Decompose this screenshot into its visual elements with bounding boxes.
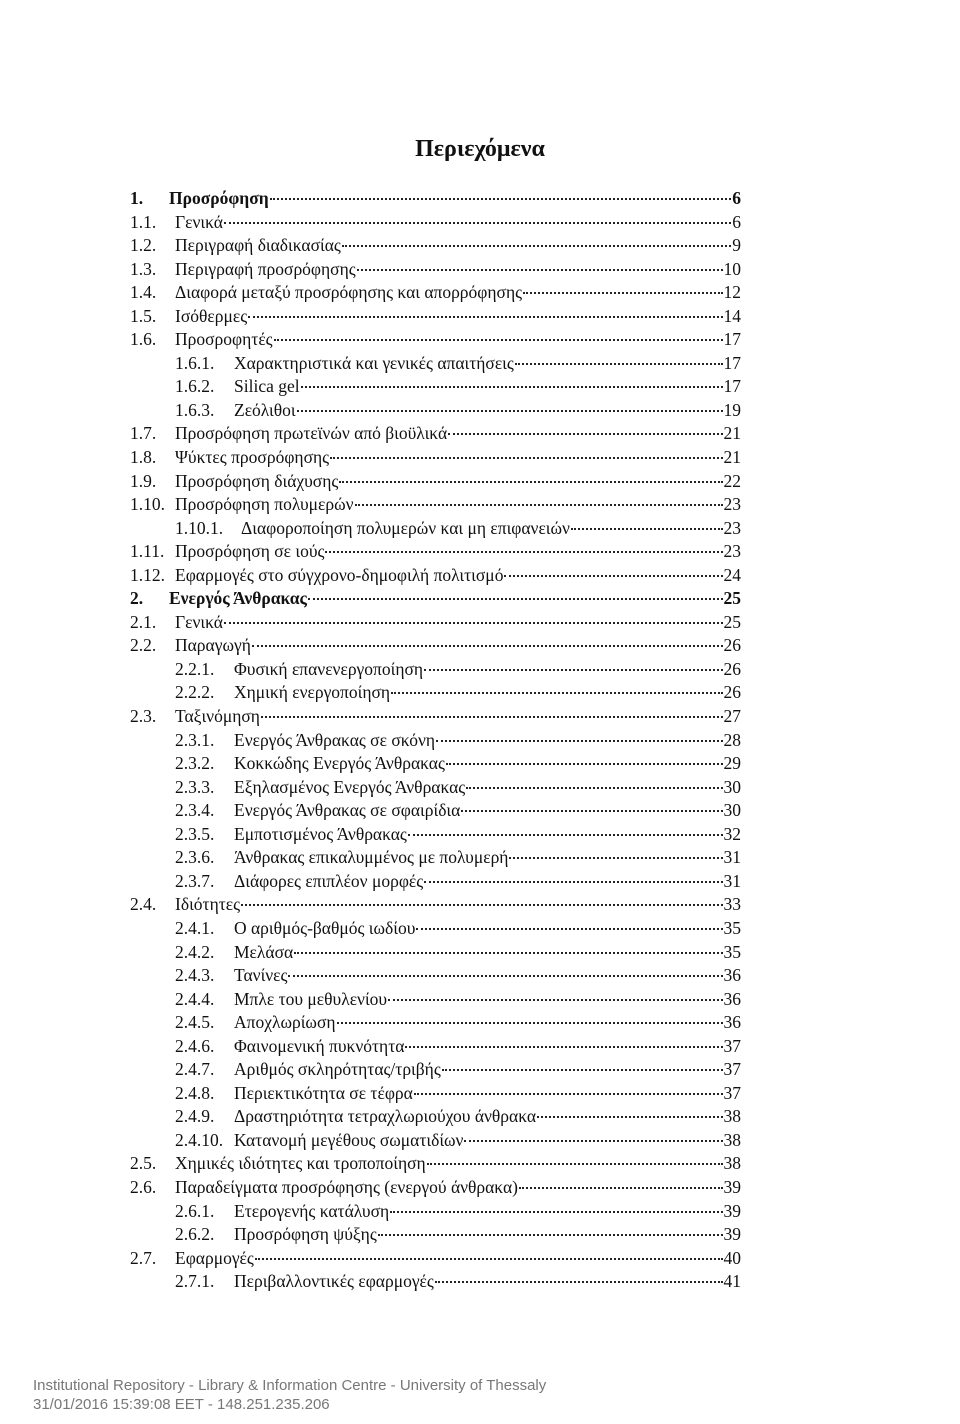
toc-entry-number: 2.6.1. bbox=[175, 1200, 215, 1221]
toc-entry-label: Ενεργός Άνθρακας σε σκόνη bbox=[234, 729, 436, 750]
toc-entry-label: Φαινομενική πυκνότητα bbox=[234, 1035, 405, 1056]
toc-entry[interactable] bbox=[130, 234, 741, 258]
toc-entry-number: 2.4.2. bbox=[175, 941, 215, 962]
toc-dot-leader bbox=[339, 481, 722, 483]
toc-dot-leader bbox=[357, 269, 723, 271]
toc-entry-label: Γενικά bbox=[175, 611, 223, 632]
toc-entry-label: Διαφοροποίηση πολυμερών και μη επιφανειών bbox=[241, 517, 570, 538]
toc-dot-leader bbox=[261, 716, 723, 718]
toc-entry-page-number: 30 bbox=[723, 800, 741, 821]
toc-dot-leader bbox=[424, 669, 722, 671]
toc-entry-number: 1.3. bbox=[130, 258, 157, 279]
toc-entry-label: Προσροφητές bbox=[175, 329, 273, 350]
toc-dot-leader bbox=[301, 386, 723, 388]
toc-entry-label: Εξηλασμένος Ενεργός Άνθρακας bbox=[234, 776, 466, 797]
toc-dot-leader bbox=[405, 1046, 722, 1048]
toc-dot-leader bbox=[297, 410, 723, 412]
toc-entry-number: 2.3.3. bbox=[175, 776, 215, 797]
toc-entry-label: Ενεργός Άνθρακας bbox=[169, 588, 307, 609]
toc-entry-number: 1.12. bbox=[130, 564, 165, 585]
toc-entry-page-number: 24 bbox=[723, 564, 741, 585]
toc-entry-label: Χημική ενεργοποίηση bbox=[234, 682, 391, 703]
toc-dot-leader bbox=[288, 975, 722, 977]
toc-entry-label: Δραστηριότητα τετραχλωριούχου άνθρακα bbox=[234, 1106, 537, 1127]
toc-entry[interactable] bbox=[130, 1152, 741, 1176]
toc-entry[interactable] bbox=[130, 729, 741, 753]
toc-entry[interactable] bbox=[130, 752, 741, 776]
toc-entry[interactable] bbox=[130, 517, 741, 541]
toc-entry-page-number: 21 bbox=[723, 447, 741, 468]
toc-entry-number: 2.3.6. bbox=[175, 847, 215, 868]
toc-entry[interactable] bbox=[130, 328, 741, 352]
toc-entry-label: Χημικές ιδιότητες και τροποποίηση bbox=[175, 1153, 426, 1174]
toc-entry-page-number: 14 bbox=[723, 305, 741, 326]
toc-entry-number: 2.6.2. bbox=[175, 1224, 215, 1245]
toc-entry-page-number: 12 bbox=[723, 282, 741, 303]
toc-entry-page-number: 38 bbox=[723, 1106, 741, 1127]
toc-entry-page-number: 27 bbox=[723, 706, 741, 727]
toc-entry-number: 1.6.1. bbox=[175, 352, 215, 373]
toc-entry-page-number: 36 bbox=[723, 965, 741, 986]
toc-entry-label: Διαφορά μεταξύ προσρόφησης και απορρόφησης bbox=[175, 282, 523, 303]
toc-entry-number: 1.10. bbox=[130, 494, 165, 515]
toc-entry[interactable] bbox=[130, 705, 741, 729]
toc-entry-label: Ετερογενής κατάλυση bbox=[234, 1200, 390, 1221]
toc-entry-page-number: 29 bbox=[723, 753, 741, 774]
toc-entry[interactable] bbox=[130, 1247, 741, 1271]
toc-entry-number: 2.1. bbox=[130, 611, 157, 632]
toc-entry-page-number: 17 bbox=[723, 352, 741, 373]
toc-dot-leader bbox=[523, 292, 722, 294]
footer-timestamp-line: 31/01/2016 15:39:08 EET - 148.251.235.206 bbox=[33, 1396, 330, 1413]
toc-entry-label: Διάφορες επιπλέον μορφές bbox=[234, 870, 424, 891]
toc-entry-number: 1.9. bbox=[130, 470, 157, 491]
toc-entry-number: 2.3.7. bbox=[175, 870, 215, 891]
toc-dot-leader bbox=[446, 763, 723, 765]
toc-dot-leader bbox=[448, 433, 722, 435]
toc-entry-number: 2.4.3. bbox=[175, 965, 215, 986]
toc-entry-page-number: 28 bbox=[723, 729, 741, 750]
toc-dot-leader bbox=[519, 1187, 723, 1189]
toc-entry-page-number: 26 bbox=[723, 682, 741, 703]
toc-entry[interactable] bbox=[130, 211, 741, 235]
toc-entry-number: 2.7. bbox=[130, 1247, 157, 1268]
page-title: Περιεχόμενα bbox=[415, 136, 545, 162]
toc-entry-label: Εφαρμογές bbox=[175, 1247, 254, 1268]
toc-entry-label: Προσρόφηση πρωτεϊνών από βιοϋλικά bbox=[175, 423, 448, 444]
toc-dot-leader bbox=[325, 551, 722, 553]
toc-entry-label: Εμποτισμένος Άνθρακας bbox=[234, 823, 407, 844]
toc-entry-label: Ψύκτες προσρόφησης bbox=[175, 447, 330, 468]
toc-entry-label: Ενεργός Άνθρακας σε σφαιρίδια bbox=[234, 800, 461, 821]
toc-entry-label: Περιγραφή διαδικασίας bbox=[175, 235, 341, 256]
toc-dot-leader bbox=[224, 622, 723, 624]
toc-entry-label: Κοκκώδης Ενεργός Άνθρακας bbox=[234, 753, 445, 774]
toc-entry-label: Ζεόλιθοι bbox=[234, 399, 296, 420]
toc-entry-page-number: 37 bbox=[723, 1059, 741, 1080]
toc-entry-label: Μπλε του μεθυλενίου bbox=[234, 988, 388, 1009]
toc-entry-number: 1.6. bbox=[130, 329, 157, 350]
toc-entry-number: 2.4.5. bbox=[175, 1012, 215, 1033]
toc-entry-page-number: 23 bbox=[723, 541, 741, 562]
toc-entry-label: Ο αριθμός-βαθμός ιωδίου bbox=[234, 917, 416, 938]
toc-entry-number: 2.3.1. bbox=[175, 729, 215, 750]
toc-entry[interactable] bbox=[130, 917, 741, 941]
toc-entry-page-number: 36 bbox=[723, 1012, 741, 1033]
toc-entry-page-number: 31 bbox=[723, 847, 741, 868]
toc-dot-leader bbox=[414, 1093, 723, 1095]
toc-entry-number: 2.3.4. bbox=[175, 800, 215, 821]
toc-entry-page-number: 31 bbox=[723, 870, 741, 891]
toc-entry-page-number: 37 bbox=[723, 1082, 741, 1103]
toc-dot-leader bbox=[390, 1211, 722, 1213]
toc-entry-number: 1.4. bbox=[130, 282, 157, 303]
toc-entry-number: 2.4.10. bbox=[175, 1129, 224, 1150]
table-of-contents bbox=[130, 187, 741, 1294]
toc-entry-label: Παραδείγματα προσρόφησης (ενεργού άνθρακα) bbox=[175, 1176, 518, 1197]
toc-entry[interactable] bbox=[130, 446, 741, 470]
toc-entry-label: Περιγραφή προσρόφησης bbox=[175, 258, 356, 279]
toc-entry-page-number: 19 bbox=[723, 399, 741, 420]
repository-footer bbox=[33, 1376, 546, 1414]
toc-entry[interactable] bbox=[130, 1223, 741, 1247]
toc-dot-leader bbox=[427, 1163, 723, 1165]
toc-entry-label: Ιδιότητες bbox=[175, 894, 241, 915]
toc-entry[interactable] bbox=[130, 1270, 741, 1294]
toc-entry-number: 1.5. bbox=[130, 305, 157, 326]
toc-entry[interactable] bbox=[130, 658, 741, 682]
toc-entry[interactable] bbox=[130, 1011, 741, 1035]
toc-dot-leader bbox=[424, 881, 722, 883]
toc-entry-number: 2.4. bbox=[130, 894, 157, 915]
toc-entry-page-number: 10 bbox=[723, 258, 741, 279]
toc-entry-number: 1. bbox=[130, 188, 144, 208]
toc-entry[interactable] bbox=[130, 1035, 741, 1059]
toc-entry-label: Άνθρακας επικαλυμμένος με πολυμερή bbox=[234, 847, 509, 868]
toc-entry[interactable] bbox=[130, 611, 741, 635]
toc-entry[interactable] bbox=[130, 422, 741, 446]
toc-dot-leader bbox=[378, 1234, 723, 1236]
toc-dot-leader bbox=[355, 504, 723, 506]
toc-entry[interactable] bbox=[130, 399, 741, 423]
toc-entry-page-number: 38 bbox=[723, 1129, 741, 1150]
toc-entry-label: Silica gel bbox=[234, 376, 300, 397]
toc-entry-page-number: 35 bbox=[723, 917, 741, 938]
toc-dot-leader bbox=[388, 999, 722, 1001]
toc-dot-leader bbox=[442, 1069, 723, 1071]
toc-entry-number: 1.11. bbox=[130, 541, 165, 562]
toc-entry-number: 2.4.1. bbox=[175, 917, 215, 938]
toc-dot-leader bbox=[436, 740, 722, 742]
toc-entry[interactable] bbox=[130, 564, 741, 588]
toc-dot-leader bbox=[255, 1258, 723, 1260]
toc-entry[interactable] bbox=[130, 281, 741, 305]
toc-entry[interactable] bbox=[130, 187, 741, 211]
toc-entry-page-number: 25 bbox=[723, 611, 741, 632]
toc-dot-leader bbox=[461, 810, 722, 812]
toc-entry-number: 1.8. bbox=[130, 447, 157, 468]
toc-dot-leader bbox=[391, 692, 722, 694]
toc-entry[interactable] bbox=[130, 470, 741, 494]
toc-entry[interactable] bbox=[130, 776, 741, 800]
toc-entry[interactable] bbox=[130, 305, 741, 329]
toc-entry-label: Γενικά bbox=[175, 211, 223, 232]
toc-entry-label: Προσρόφηση σε ιούς bbox=[175, 541, 325, 562]
toc-entry[interactable] bbox=[130, 988, 741, 1012]
toc-entry-number: 2.3.2. bbox=[175, 753, 215, 774]
toc-entry-number: 1.7. bbox=[130, 423, 157, 444]
toc-entry-label: Αποχλωρίωση bbox=[234, 1012, 336, 1033]
toc-entry-label: Παραγωγή bbox=[175, 635, 251, 656]
toc-entry[interactable] bbox=[130, 1176, 741, 1200]
toc-entry[interactable] bbox=[130, 799, 741, 823]
toc-entry[interactable] bbox=[130, 846, 741, 870]
toc-entry-page-number: 37 bbox=[723, 1035, 741, 1056]
toc-entry-page-number: 39 bbox=[723, 1224, 741, 1245]
toc-entry-label: Προσρόφηση πολυμερών bbox=[175, 494, 354, 515]
toc-dot-leader bbox=[224, 222, 731, 224]
toc-entry-number: 2. bbox=[130, 588, 144, 609]
toc-entry[interactable] bbox=[130, 823, 741, 847]
toc-entry-number: 2.4.6. bbox=[175, 1035, 215, 1056]
toc-entry[interactable] bbox=[130, 1105, 741, 1129]
toc-dot-leader bbox=[435, 1281, 723, 1283]
toc-dot-leader bbox=[571, 528, 723, 530]
toc-entry-page-number: 17 bbox=[723, 376, 741, 397]
toc-entry-page-number: 23 bbox=[723, 517, 741, 538]
toc-dot-leader bbox=[248, 316, 722, 318]
toc-entry[interactable] bbox=[130, 681, 741, 705]
toc-entry[interactable] bbox=[130, 1082, 741, 1106]
toc-entry-number: 2.3. bbox=[130, 706, 157, 727]
toc-entry[interactable] bbox=[130, 893, 741, 917]
toc-dot-leader bbox=[308, 598, 723, 600]
toc-dot-leader bbox=[241, 904, 722, 906]
toc-entry-page-number: 25 bbox=[723, 588, 741, 609]
toc-entry-number: 2.4.7. bbox=[175, 1059, 215, 1080]
toc-entry-page-number: 30 bbox=[723, 776, 741, 797]
toc-entry-page-number: 26 bbox=[723, 658, 741, 679]
toc-entry-page-number: 38 bbox=[723, 1153, 741, 1174]
toc-entry-label: Ισόθερμες bbox=[175, 305, 248, 326]
toc-entry-number: 1.2. bbox=[130, 235, 157, 256]
toc-entry-page-number: 23 bbox=[723, 494, 741, 515]
toc-entry[interactable] bbox=[130, 375, 741, 399]
toc-entry-label: Αριθμός σκληρότητας/τριβής bbox=[234, 1059, 441, 1080]
toc-dot-leader bbox=[252, 645, 723, 647]
toc-entry-number: 2.4.8. bbox=[175, 1082, 215, 1103]
toc-entry-number: 2.2. bbox=[130, 635, 157, 656]
toc-entry-number: 2.2.1. bbox=[175, 658, 215, 679]
toc-entry[interactable] bbox=[130, 540, 741, 564]
toc-dot-leader bbox=[466, 787, 722, 789]
toc-entry[interactable] bbox=[130, 352, 741, 376]
toc-dot-leader bbox=[270, 198, 732, 200]
toc-entry[interactable] bbox=[130, 587, 741, 611]
toc-entry[interactable] bbox=[130, 1129, 741, 1153]
toc-entry-label: Τανίνες bbox=[234, 965, 288, 986]
toc-dot-leader bbox=[515, 363, 723, 365]
toc-entry-number: 2.3.5. bbox=[175, 823, 215, 844]
toc-entry-label: Προσρόφηση ψύξης bbox=[234, 1224, 377, 1245]
toc-entry-number: 1.6.2. bbox=[175, 376, 215, 397]
toc-dot-leader bbox=[416, 928, 722, 930]
toc-entry-number: 2.4.9. bbox=[175, 1106, 215, 1127]
toc-entry-label: Προσρόφηση διάχυσης bbox=[175, 470, 339, 491]
toc-entry-page-number: 21 bbox=[723, 423, 741, 444]
toc-entry[interactable] bbox=[130, 964, 741, 988]
toc-entry-page-number: 40 bbox=[723, 1247, 741, 1268]
toc-entry-page-number: 35 bbox=[723, 941, 741, 962]
toc-entry-number: 2.4.4. bbox=[175, 988, 215, 1009]
toc-entry-label: Μελάσα bbox=[234, 941, 294, 962]
toc-entry-label: Χαρακτηριστικά και γενικές απαιτήσεις bbox=[234, 352, 514, 373]
toc-entry[interactable] bbox=[130, 258, 741, 282]
toc-entry-page-number: 6 bbox=[732, 211, 741, 232]
toc-entry-label: Περιεκτικότητα σε τέφρα bbox=[234, 1082, 413, 1103]
toc-entry-number: 2.7.1. bbox=[175, 1271, 215, 1292]
toc-entry-label: Εφαρμογές στο σύγχρονο-δημοφιλή πολιτισμό bbox=[175, 564, 504, 585]
toc-entry-page-number: 32 bbox=[723, 823, 741, 844]
toc-entry-number: 1.10.1. bbox=[175, 517, 224, 538]
toc-entry[interactable] bbox=[130, 1058, 741, 1082]
toc-entry-page-number: 41 bbox=[723, 1271, 741, 1292]
toc-dot-leader bbox=[294, 952, 722, 954]
toc-dot-leader bbox=[274, 339, 723, 341]
toc-entry-number: 1.6.3. bbox=[175, 399, 215, 420]
footer-repository-line: Institutional Repository - Library & Information Centre - University of Thessaly bbox=[33, 1377, 547, 1394]
toc-entry[interactable] bbox=[130, 870, 741, 894]
toc-entry-number: 1.1. bbox=[130, 211, 157, 232]
toc-entry[interactable] bbox=[130, 634, 741, 658]
toc-entry-label: Προσρόφηση bbox=[169, 188, 269, 208]
toc-entry-page-number: 9 bbox=[732, 235, 741, 256]
toc-dot-leader bbox=[504, 575, 722, 577]
toc-dot-leader bbox=[408, 834, 723, 836]
toc-entry-number: 2.5. bbox=[130, 1153, 157, 1174]
toc-dot-leader bbox=[464, 1140, 722, 1142]
toc-dot-leader bbox=[330, 457, 722, 459]
toc-entry[interactable] bbox=[130, 1200, 741, 1224]
toc-entry-page-number: 39 bbox=[723, 1176, 741, 1197]
toc-entry-page-number: 17 bbox=[723, 329, 741, 350]
toc-entry-page-number: 36 bbox=[723, 988, 741, 1009]
toc-entry-page-number: 26 bbox=[723, 635, 741, 656]
toc-dot-leader bbox=[337, 1022, 723, 1024]
toc-entry-label: Κατανομή μεγέθους σωματιδίων bbox=[234, 1129, 464, 1150]
toc-entry-label: Περιβαλλοντικές εφαρμογές bbox=[234, 1271, 434, 1292]
toc-dot-leader bbox=[537, 1116, 722, 1118]
toc-entry-label: Ταξινόμηση bbox=[175, 706, 260, 727]
toc-entry-number: 2.2.2. bbox=[175, 682, 215, 703]
toc-entry-number: 2.6. bbox=[130, 1176, 157, 1197]
toc-dot-leader bbox=[509, 857, 722, 859]
toc-entry[interactable] bbox=[130, 493, 741, 517]
toc-entry-label: Φυσική επανενεργοποίηση bbox=[234, 658, 424, 679]
toc-entry-page-number: 39 bbox=[723, 1200, 741, 1221]
toc-dot-leader bbox=[342, 245, 731, 247]
toc-entry[interactable] bbox=[130, 941, 741, 965]
toc-entry-page-number: 6 bbox=[732, 188, 741, 208]
toc-entry-page-number: 33 bbox=[723, 894, 741, 915]
toc-entry-page-number: 22 bbox=[723, 470, 741, 491]
